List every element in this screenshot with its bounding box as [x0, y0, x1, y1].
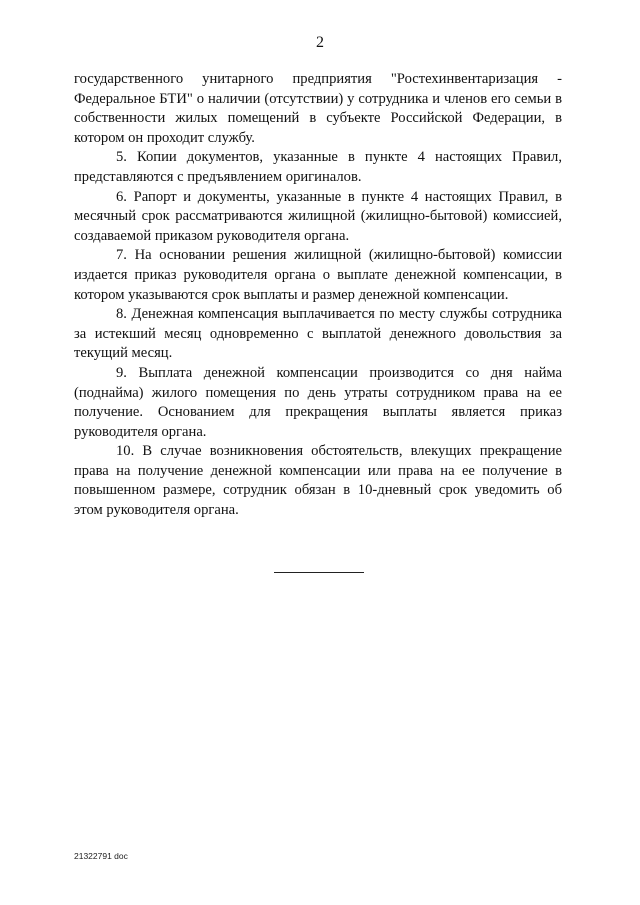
end-divider-line	[274, 572, 364, 573]
document-body	[74, 70, 562, 521]
paragraph-item-6: 6. Рапорт и документы, указанные в пункте 4 настоящих Правил, в месячный срок рассматриваются жилищной (жилищно-бытовой) комиссией, создаваемой приказом руководителя органа.	[74, 188, 562, 244]
paragraph-continuation: государственного унитарного предприятия "Ростехинвентаризация - Федеральное БТИ" о наличии (отсутствии) у сотрудника и членов его семьи в собственности жилых помещений в субъекте Российской Федерации, в котором он проходит службу.	[74, 71, 562, 146]
paragraph-item-8: 8. Денежная компенсация выплачивается по месту службы сотрудника за истекший месяц одновременно с выплатой денежного довольствия за текущий месяц.	[74, 306, 562, 362]
paragraph-item-7: 7. На основании решения жилищной (жилищно-бытовой) комиссии издается приказ руководителя органа о выплате денежной компенсации, в котором указываются срок выплаты и размер денежной компенсации.	[74, 247, 562, 303]
paragraph-item-5: 5. Копии документов, указанные в пункте 4 настоящих Правил, представляются с предъявлением оригиналов.	[74, 149, 562, 185]
paragraph-item-10: 10. В случае возникновения обстоятельств, влекущих прекращение права на получение денежной компенсации или права на ее получение в повышенном размере, сотрудник обязан в 10-дневный срок уведомить об этом руководителя органа.	[74, 443, 562, 519]
paragraph-item-9: 9. Выплата денежной компенсации производится со дня найма (поднайма) жилого помещения по день утраты сотрудником права на ее получение. Основанием для прекращения выплаты является приказ руководителя органа.	[74, 364, 562, 440]
page-number: 2	[316, 34, 324, 51]
document-file-id: 21322791 doc	[74, 851, 128, 861]
